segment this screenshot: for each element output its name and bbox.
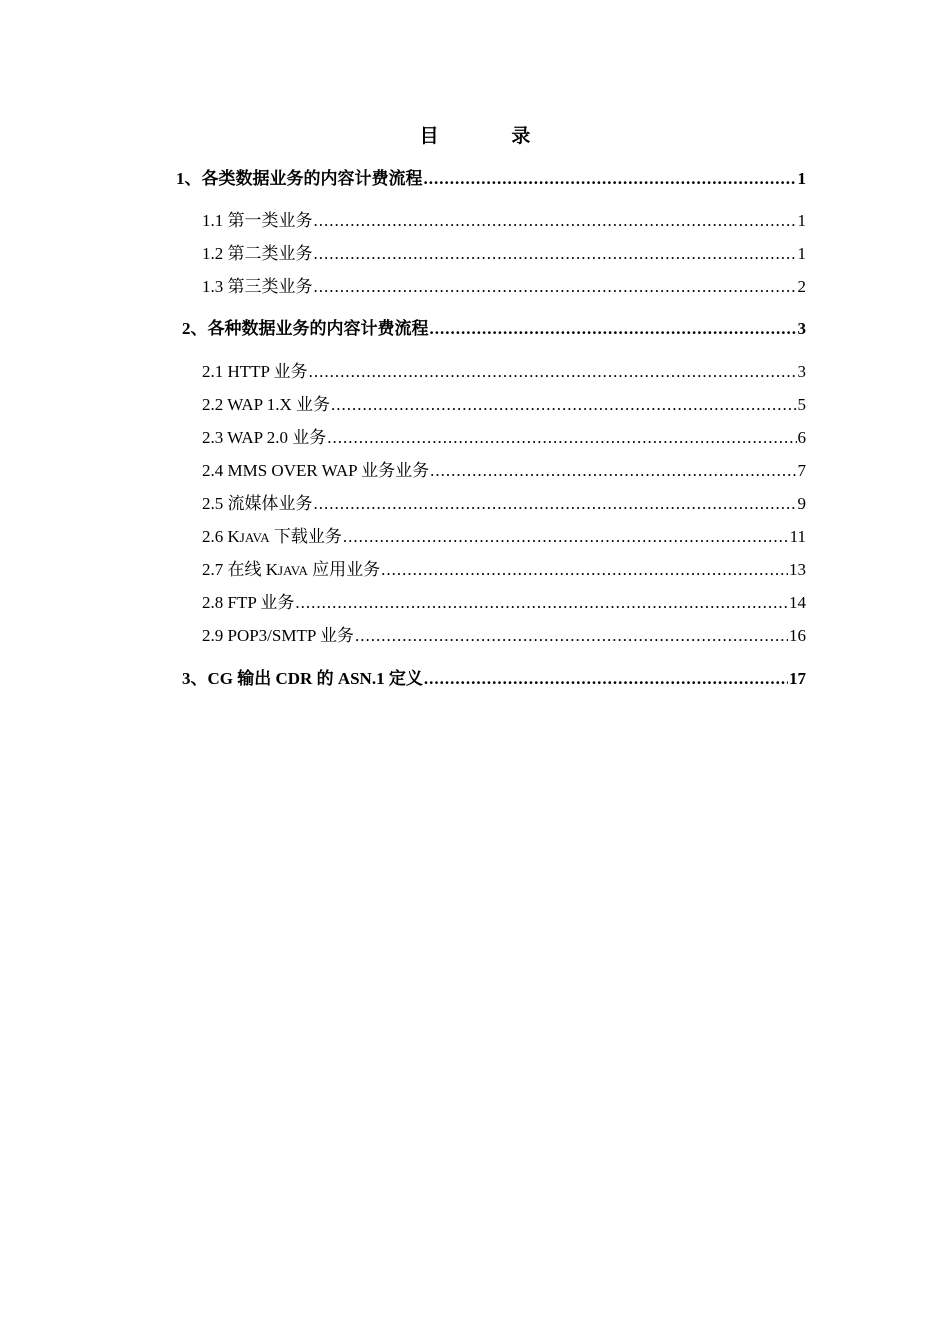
toc-entry-3[interactable]: [182, 667, 806, 691]
toc-leader: [314, 492, 797, 516]
toc-page-number: 1: [797, 211, 806, 230]
toc-leader: [314, 242, 797, 266]
toc-page-number: 16: [789, 626, 806, 645]
toc-leader: [314, 209, 797, 233]
toc-page-number: 3: [797, 319, 806, 338]
toc-leader: [381, 558, 788, 582]
toc-entry-2-7[interactable]: [202, 558, 806, 582]
toc-entry-2-6[interactable]: [202, 525, 806, 549]
toc-leader: [430, 459, 796, 483]
toc-leader: [295, 591, 788, 615]
toc-entry-label: 2.4 MMS OVER WAP 业务业务: [202, 461, 430, 480]
toc-entry-2-5[interactable]: [202, 492, 806, 516]
toc-leader: [424, 667, 788, 691]
toc-entry-label: 1、各类数据业务的内容计费流程: [176, 169, 423, 188]
toc-entry-1-1[interactable]: [202, 209, 806, 233]
toc-page-number: 1: [797, 169, 806, 188]
toc-page-number: 2: [797, 277, 806, 296]
toc-entry-label: 2.5 流媒体业务: [202, 494, 313, 513]
toc-title: 目 录: [419, 126, 565, 147]
toc-page-number: 7: [797, 461, 806, 480]
toc-entry-label: 2.9 POP3/SMTP 业务: [202, 626, 354, 645]
toc-leader: [430, 317, 797, 341]
toc-leader: [314, 275, 797, 299]
toc-leader: [327, 426, 796, 450]
label-small-caps: JAVA: [278, 563, 308, 578]
toc-page-number: 6: [797, 428, 806, 447]
toc-page-number: 14: [789, 593, 806, 612]
toc-entry-2-9[interactable]: [202, 624, 806, 648]
toc-page-number: 1: [797, 244, 806, 263]
toc-page-number: 5: [797, 395, 806, 414]
toc-entry-2-2[interactable]: [202, 393, 806, 417]
toc-entry-2-4[interactable]: [202, 459, 806, 483]
toc-entry-1-3[interactable]: [202, 275, 806, 299]
toc-entry-label: 1.3 第三类业务: [202, 277, 313, 296]
toc-page-number: 9: [797, 494, 806, 513]
label-prefix: 2.6 K: [202, 527, 240, 546]
toc-page-number: 3: [797, 362, 806, 381]
toc-page-number: 13: [789, 560, 806, 579]
toc-entry-label: [202, 558, 380, 583]
toc-page-number: 17: [789, 669, 806, 688]
toc-entry-label: 2、各种数据业务的内容计费流程: [182, 319, 429, 338]
toc-entry-label: 1.1 第一类业务: [202, 211, 313, 230]
toc-entry-2-3[interactable]: [202, 426, 806, 450]
toc-entry-label: 2.8 FTP 业务: [202, 593, 295, 612]
toc-leader: [355, 624, 788, 648]
toc-leader: [309, 360, 797, 384]
toc-entry-2[interactable]: [182, 317, 806, 341]
toc-entry-2-8[interactable]: [202, 591, 806, 615]
toc-leader: [331, 393, 797, 417]
toc-entry-label: [202, 525, 342, 550]
label-prefix: 2.7 在线 K: [202, 560, 279, 579]
toc-entry-1[interactable]: [176, 167, 806, 191]
toc-leader: [424, 167, 797, 191]
toc-entry-2-1[interactable]: [202, 360, 806, 384]
toc-page-number: 11: [789, 527, 806, 546]
toc-entry-label: 2.1 HTTP 业务: [202, 362, 308, 381]
toc-entry-label: 2.2 WAP 1.X 业务: [202, 395, 330, 414]
label-suffix: 下载业务: [269, 527, 342, 546]
toc-entry-1-2[interactable]: [202, 242, 806, 266]
label-suffix: 应用业务: [307, 560, 381, 579]
label-small-caps: JAVA: [239, 530, 270, 545]
toc-entry-label: 2.3 WAP 2.0 业务: [202, 428, 327, 447]
toc-entry-label: 3、CG 输出 CDR 的 ASN.1 定义: [182, 669, 423, 688]
toc-entry-label: 1.2 第二类业务: [202, 244, 313, 263]
toc-leader: [343, 525, 789, 549]
